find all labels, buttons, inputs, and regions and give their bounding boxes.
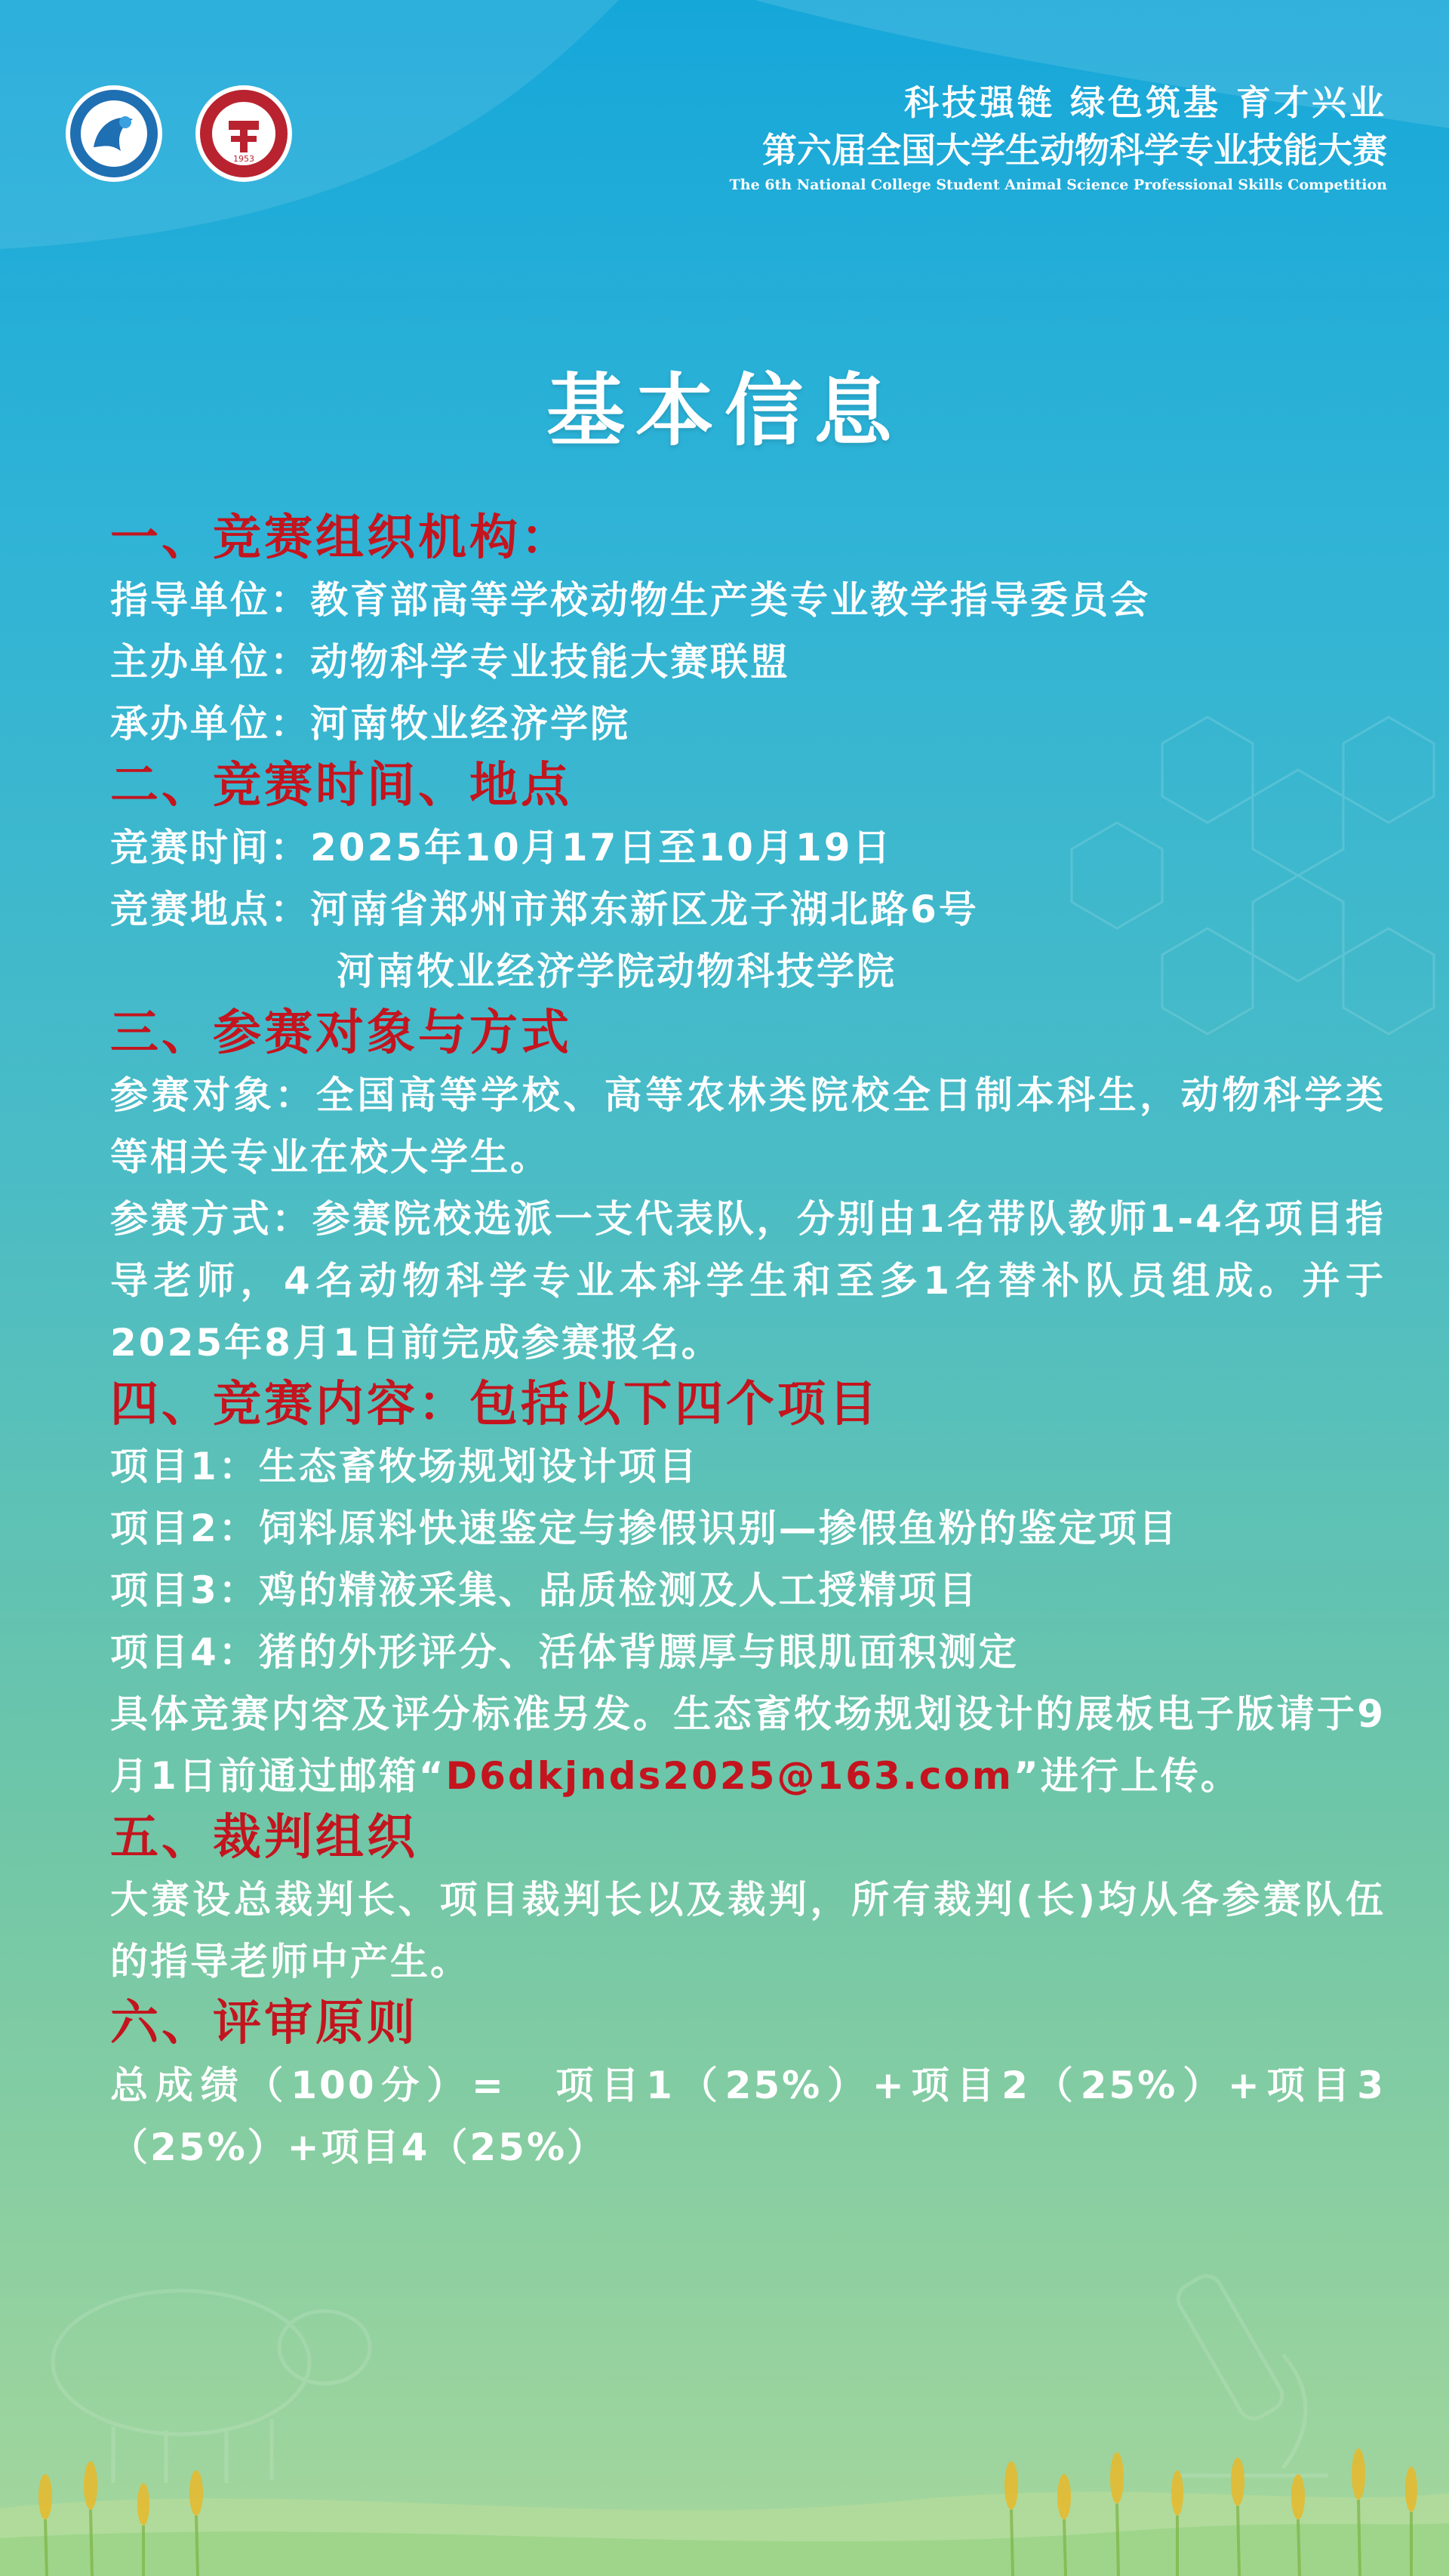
time-value: 2025年10月17日至10月19日 (310, 826, 893, 869)
time-label: 竞赛时间： (110, 826, 310, 869)
place-label: 竞赛地点： (110, 888, 310, 931)
project-item-3: 项目3：鸡的精液采集、品质检测及人工授精项目 (110, 1568, 979, 1612)
info-content (110, 507, 1386, 2178)
content-note (110, 1683, 1386, 1807)
competition-place (110, 879, 1386, 940)
organizer-unit (110, 693, 1386, 755)
section-participants-heading: 三、参赛对象与方式 (110, 1005, 572, 1061)
guide-unit (110, 569, 1386, 631)
section-org-heading: 一、竞赛组织机构： (110, 510, 572, 566)
guide-label: 指导单位： (110, 578, 310, 622)
competition-logo (63, 83, 165, 184)
wheat-grass-decoration (0, 2334, 1449, 2576)
participant-target: 参赛对象：全国高等学校、高等农林类院校全日制本科生，动物科学类等相关专业在校大学生。 (110, 1073, 1386, 1179)
section-review-heading: 六、评审原则 (110, 1996, 418, 2051)
project-item-4: 项目4：猪的外形评分、活体背膘厚与眼肌面积测定 (110, 1630, 1019, 1674)
section-time-heading: 二、竞赛时间、地点 (110, 758, 572, 814)
submission-email[interactable]: D6dkjnds2025@163.com (445, 1754, 1014, 1798)
content-note-end: ”进行上传。 (1013, 1754, 1241, 1798)
event-title-en: The 6th National College Student Animal Science Professional Skills Competition (729, 177, 1387, 193)
university-seal-logo (193, 83, 294, 184)
judges-text: 大赛设总裁判长、项目裁判长以及裁判，所有裁判(长)均从各参赛队伍的指导老师中产生。 (110, 1878, 1386, 1984)
organizer-value: 河南牧业经济学院 (310, 702, 630, 746)
content-note-text: 具体竞赛内容及评分标准另发。生态畜牧场规划设计的展板电子版请于9月1日前通过邮箱“ (110, 1692, 1386, 1798)
participant-method: 参赛方式：参赛院校选派一支代表队，分别由1名带队教师1-4名项目指导老师，4名动物科学专业本科学生和至多1名替补队员组成。并于2025年8月1日前完成参赛报名。 (110, 1197, 1386, 1365)
header-text (730, 78, 1387, 196)
section-judges-heading: 五、裁判组织 (110, 1810, 418, 1866)
guide-value: 教育部高等学校动物生产类专业教学指导委员会 (310, 578, 1150, 622)
project-item-2: 项目2：饲料原料快速鉴定与掺假识别—掺假鱼粉的鉴定项目 (110, 1507, 1179, 1550)
place-value-1: 河南省郑州市郑东新区龙子湖北路6号 (310, 888, 979, 931)
host-label: 主办单位： (110, 640, 310, 684)
svg-text:1953: 1953 (233, 154, 254, 164)
header-logos (63, 83, 294, 184)
event-title-cn: 第六届全国大学生动物科学专业技能大赛 (762, 130, 1387, 171)
score-formula: 总成绩（100分）= 项目1（25%）+项目2（25%）+项目3（25%）+项目4（25%） (110, 2064, 1386, 2169)
competition-place-line2: 河南牧业经济学院动物科技学院 (337, 949, 897, 993)
host-unit (110, 631, 1386, 693)
host-value: 动物科学专业技能大赛联盟 (310, 640, 790, 684)
section-content-heading: 四、竞赛内容：包括以下四个项目 (110, 1377, 880, 1433)
organizer-label: 承办单位： (110, 702, 310, 746)
slogan: 科技强链 绿色筑基 育才兴业 (903, 82, 1387, 123)
project-item-1: 项目1：生态畜牧场规划设计项目 (110, 1445, 699, 1488)
page-title: 基本信息 (546, 365, 903, 457)
competition-time (110, 817, 1386, 879)
